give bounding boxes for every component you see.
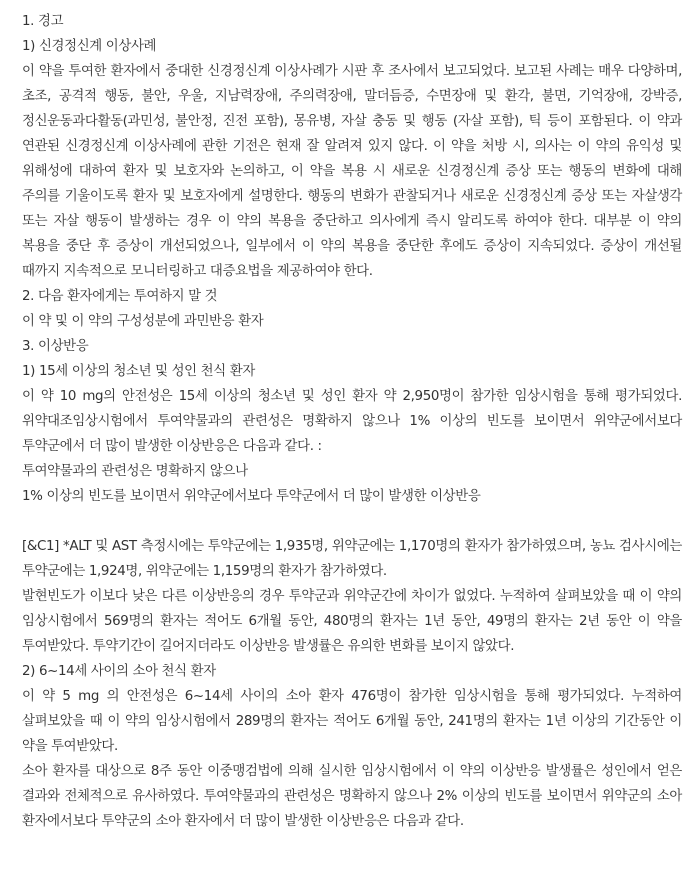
paragraph-pediatric-adverse-events: 소아 환자를 대상으로 8주 동안 이중맹검법에 의해 실시한 임상시험에서 이 약의 이상반응 발생률은 성인에서 얻은 결과와 전체적으로 유사하였다. 투여약물과의 관련성은 명확하지 않으나 2% 이상의 빈도를 보이면서 위약군의 소아 환자에서보다 투약군의 소아 환자에서 더 많이 발생한 이상반응은 다음과 같다. — [22, 764, 682, 829]
paragraph-footnote-alt-ast: [&C1] *ALT 및 AST 측정시에는 투약군에는 1,935명, 위약군에는 1,170명의 환자가 참가하였으며, 농뇨 검사시에는 투약군에는 1,924명, 위약군에는 1,159명의 환자가 참가하였다. — [22, 539, 682, 579]
subsection-heading-neuropsychiatric: 1) 신경정신계 이상사례 — [22, 39, 157, 54]
paragraph-adult-safety: 이 약 10 mg의 안전성은 15세 이상의 청소년 및 성인 환자 약 2,950명이 참가한 임상시험을 통해 평가되었다. 위약대조임상시험에서 투여약물과의 관련성은 명확하지 않으나 1% 이상의 빈도를 보이면서 위약군에서보다 투약군에서 더 많이 발생한 이상반응은 다음과 같다. : — [22, 389, 682, 454]
subsection-heading-pediatric-asthma: 2) 6~14세 사이의 소아 천식 환자 — [22, 664, 216, 679]
paragraph-neuropsychiatric-events: 이 약을 투여한 환자에서 중대한 신경정신계 이상사례가 시판 후 조사에서 보고되었다. 보고된 사례는 매우 다양하며, 초조, 공격적 행동, 불안, 우울, 지남력장애, 주의력장애, 말더듬증, 수면장애 및 환각, 불면, 기억장애, 강박증, 정신운동과다활동(과민성, 불안정, 진전 포함), 몽유병, 자살 충동 및 행동 (자살 포함), 틱 등이 포함된다. 이 약과 연관된 신경정신계 이상사례에 관한 기전은 현재 잘 알려져 있지 않다. 이 약을 처방 시, 의사는 이 약의 유익성 및 위해성에 대하여 환자 및 보호자와 논의하고, 이 약을 복용 시 새로운 신경정신계 증상 또는 행동의 변화에 대해 주의를 기울이도록 환자 및 보호자에게 설명한다. 행동의 변화가 관찰되거나 새로운 신경정신계 증상 또는 자살생각 또는 자살 행동이 발생하는 경우 이 약의 복용을 중단하고 의사에게 즉시 알리도록 하여야 한다. 대부분 이 약의 복용을 중단 후 증상이 개선되었으나, 일부에서 이 약의 복용을 중단한 후에도 증상이 지속되었다. 증상이 개선될 때까지 지속적으로 모니터링하고 대증요법을 제공하여야 한다. — [22, 64, 682, 279]
paragraph-cumulative-exposure: 발현빈도가 이보다 낮은 다른 이상반응의 경우 투약군과 위약군간에 차이가 없었다. 누적하여 살펴보았을 때 이 약의 임상시험에서 569명의 환자는 적어도 6개월 동안, 480명의 환자는 1년 동안, 49명의 환자는 2년 동안 이 약을 투여받았다. 투약기간이 길어지더라도 이상반응 발생률은 유의한 변화를 보이지 않았다. — [22, 589, 682, 654]
paragraph-pediatric-safety: 이 약 5 mg 의 안전성은 6~14세 사이의 소아 환자 476명이 참가한 임상시험을 통해 평가되었다. 누적하여 살펴보았을 때 이 약의 임상시험에서 289명의 환자는 적어도 6개월 동안, 241명의 환자는 1년 이상의 기간동안 이 약을 투여받았다. — [22, 689, 682, 754]
paragraph-frequency-note: 1% 이상의 빈도를 보이면서 위약군에서보다 투약군에서 더 많이 발생한 이상반응 — [22, 489, 481, 504]
section-heading-adverse-reactions: 3. 이상반응 — [22, 339, 89, 354]
section-heading-contraindications: 2. 다음 환자에게는 투여하지 말 것 — [22, 289, 218, 304]
subsection-heading-adult-asthma: 1) 15세 이상의 청소년 및 성인 천식 환자 — [22, 364, 255, 379]
document-body — [22, 9, 682, 834]
section-heading-warnings: 1. 경고 — [22, 14, 64, 29]
paragraph-relation-unclear: 투여약물과의 관련성은 명확하지 않으나 — [22, 464, 248, 479]
paragraph-hypersensitivity: 이 약 및 이 약의 구성성분에 과민반응 환자 — [22, 314, 264, 329]
blank-line — [22, 509, 682, 534]
